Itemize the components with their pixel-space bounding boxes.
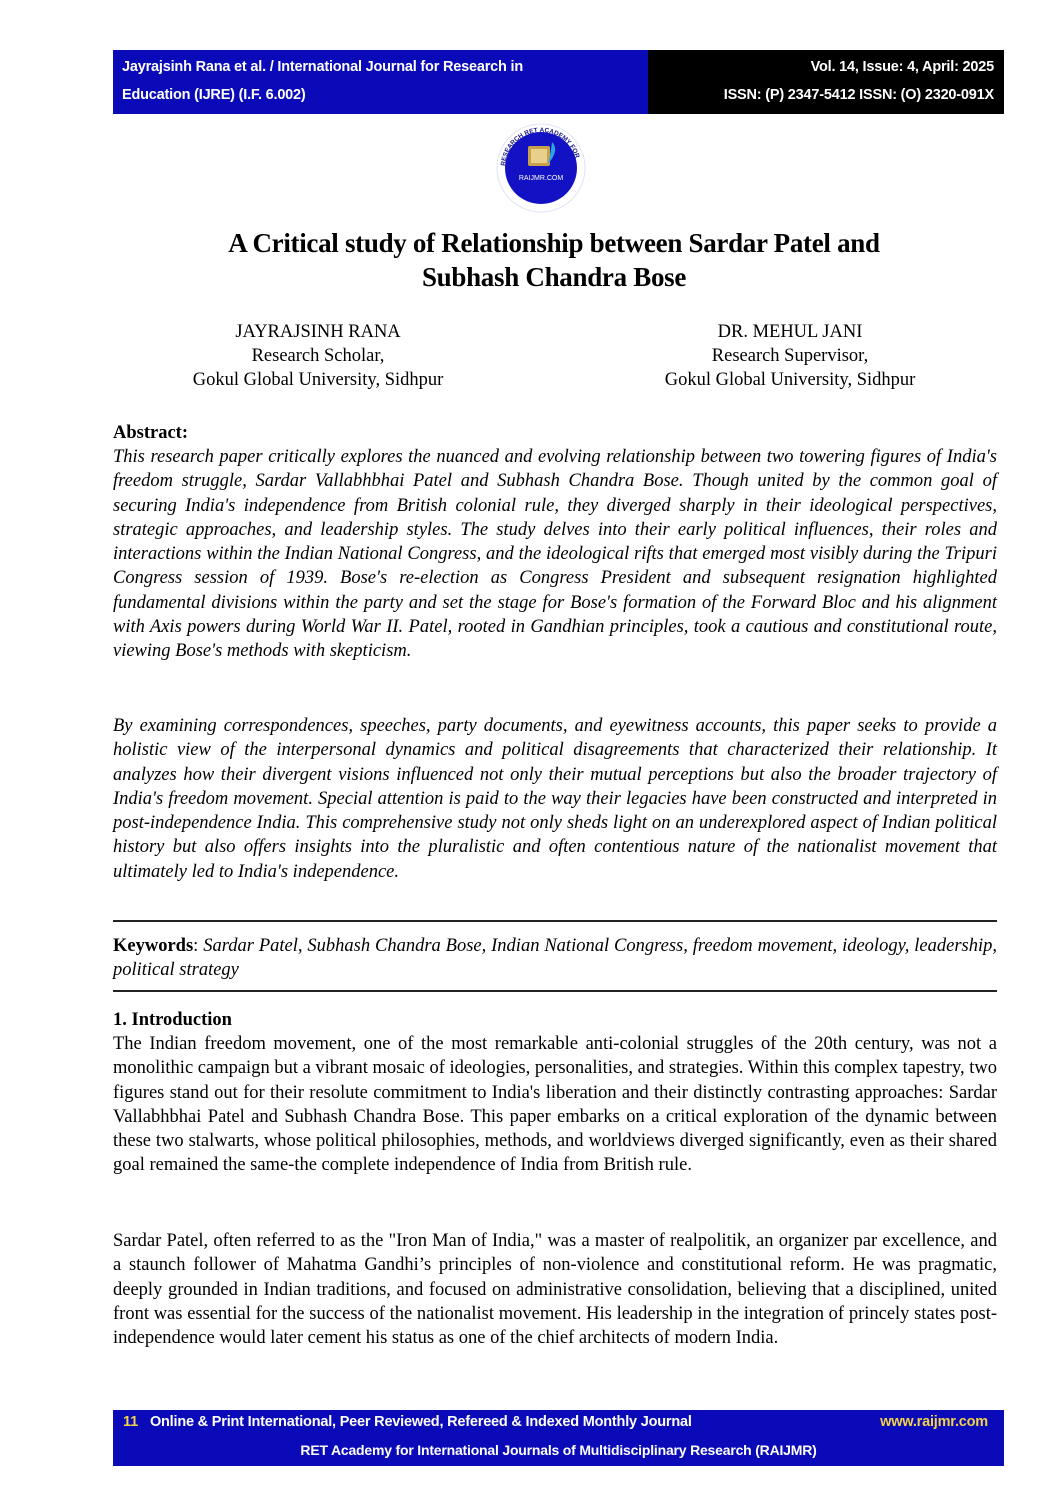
page-number: 11: [123, 1414, 138, 1430]
abstract-heading: Abstract:: [113, 423, 189, 443]
keywords-separator: :: [193, 936, 204, 956]
author-block-1: [168, 320, 468, 392]
svg-text:RAIJMR.COM: RAIJMR.COM: [518, 175, 564, 182]
author-name: DR. MEHUL JANI: [717, 322, 863, 342]
header-citation-line1: Jayrajsinh Rana et al. / International Journal for Research in: [122, 59, 523, 75]
header-citation: [113, 50, 648, 114]
header-issue-info: [648, 50, 1004, 114]
author-affiliation: Gokul Global University, Sidhpur: [192, 370, 444, 390]
journal-website-link[interactable]: www.raijmr.com: [880, 1414, 988, 1430]
svg-text:RESEARCH RET ACADEMY FOR: RESEARCH RET ACADEMY FOR: [500, 126, 581, 167]
abstract-paragraph-2: By examining correspondences, speeches, party documents, and eyewitness accounts, this paper seeks to provide a holistic view of the interpersonal dynamics and political disagreements that characterized their relationship. It analyzes how their divergent visions influenced not only their mutual perceptions but also the broader trajectory of India's freedom movement. Special attention is paid to the way their legacies have been constructed and interpreted in post-independence India. This comprehensive study not only sheds light on an underexplored aspect of Indian political history but also offers insights into the pluralistic and often contentious nature of the nationalist movement that ultimately led to India's independence.: [113, 716, 997, 882]
paper-title-line2: Subhash Chandra Bose: [421, 262, 687, 292]
paper-title: [100, 226, 1008, 294]
author-block-2: [640, 320, 940, 392]
raijmr-logo-icon: [496, 120, 586, 216]
keywords-values: Sardar Patel, Subhash Chandra Bose, Indian National Congress, freedom movement, ideology, leadership, political strategy: [113, 936, 998, 981]
header-volume-issue: Vol. 14, Issue: 4, April: 2025: [810, 59, 994, 75]
keywords-label: Keywords: [113, 936, 194, 956]
publisher-name: RET Academy for International Journals of Multidisciplinary Research (RAIJMR): [300, 1442, 817, 1458]
footer-publisher-band: [113, 1438, 1004, 1466]
header-citation-line2: Education (IJRE) (I.F. 6.002): [122, 87, 306, 103]
divider-rule: [113, 990, 997, 992]
divider-rule: [113, 920, 997, 922]
header-issn: ISSN: (P) 2347-5412 ISSN: (O) 2320-091X: [723, 87, 994, 103]
author-affiliation: Gokul Global University, Sidhpur: [664, 370, 916, 390]
author-name: JAYRAJSINH RANA: [235, 322, 401, 342]
author-role: Research Scholar,: [251, 346, 385, 366]
section-heading-introduction: 1. Introduction: [113, 1010, 232, 1030]
journal-description: Online & Print International, Peer Reviewed, Refereed & Indexed Monthly Journal: [149, 1414, 692, 1430]
introduction-paragraph-1: The Indian freedom movement, one of the most remarkable anti-colonial struggles of the 20th century, was not a monolithic campaign but a vibrant mosaic of ideologies, personalities, and strategies. Within this complex tapestry, two figures stand out for their resolute commitment to India's liberation and their distinctly contrasting approaches: Sardar Vallabhbhai Patel and Subhash Chandra Bose. This paper embarks on a critical exploration of the dynamic between these two stalwarts, whose political philosophies, methods, and worldviews diverged significantly, even as their shared goal remained the same-the complete independence of India from British rule.: [113, 1034, 997, 1176]
introduction-paragraph-2: Sardar Patel, often referred to as the "Iron Man of India," was a master of realpolitik, an organizer par excellence, and a staunch follower of Mahatma Gandhi’s principles of non-violence and constitutional reform. He was pragmatic, deeply grounded in Indian traditions, and focused on administrative consolidation, believing that a disciplined, united front was essential for the success of the nationalist movement. His leadership in the integration of princely states post-independence would later cement his status as one of the chief architects of modern India.: [113, 1231, 997, 1349]
footer-journal-line: [113, 1410, 1004, 1438]
journal-header-band: [113, 50, 1004, 114]
author-role: Research Supervisor,: [711, 346, 869, 366]
abstract-paragraph-1: This research paper critically explores the nuanced and evolving relationship between two towering figures of India's freedom struggle, Sardar Vallabhbhai Patel and Subhash Chandra Bose. Though united by the common goal of securing India's independence from British colonial rule, they diverged sharply in their ideological perspectives, strategic approaches, and leadership styles. The study delves into their early political influences, their roles and interactions within the Indian National Congress, and the ideological rifts that emerged most visibly during the Tripuri Congress session of 1939. Bose's re-election as Congress President and subsequent resignation highlighted fundamental divisions within the party and set the stage for Bose's formation of the Forward Bloc and his alignment with Axis powers during World War II. Patel, rooted in Gandhian principles, took a cautious and constitutional route, viewing Bose's methods with skepticism.: [113, 447, 997, 662]
keywords: [113, 934, 997, 983]
paper-title-line1: A Critical study of Relationship between Sardar Patel and: [228, 228, 880, 258]
